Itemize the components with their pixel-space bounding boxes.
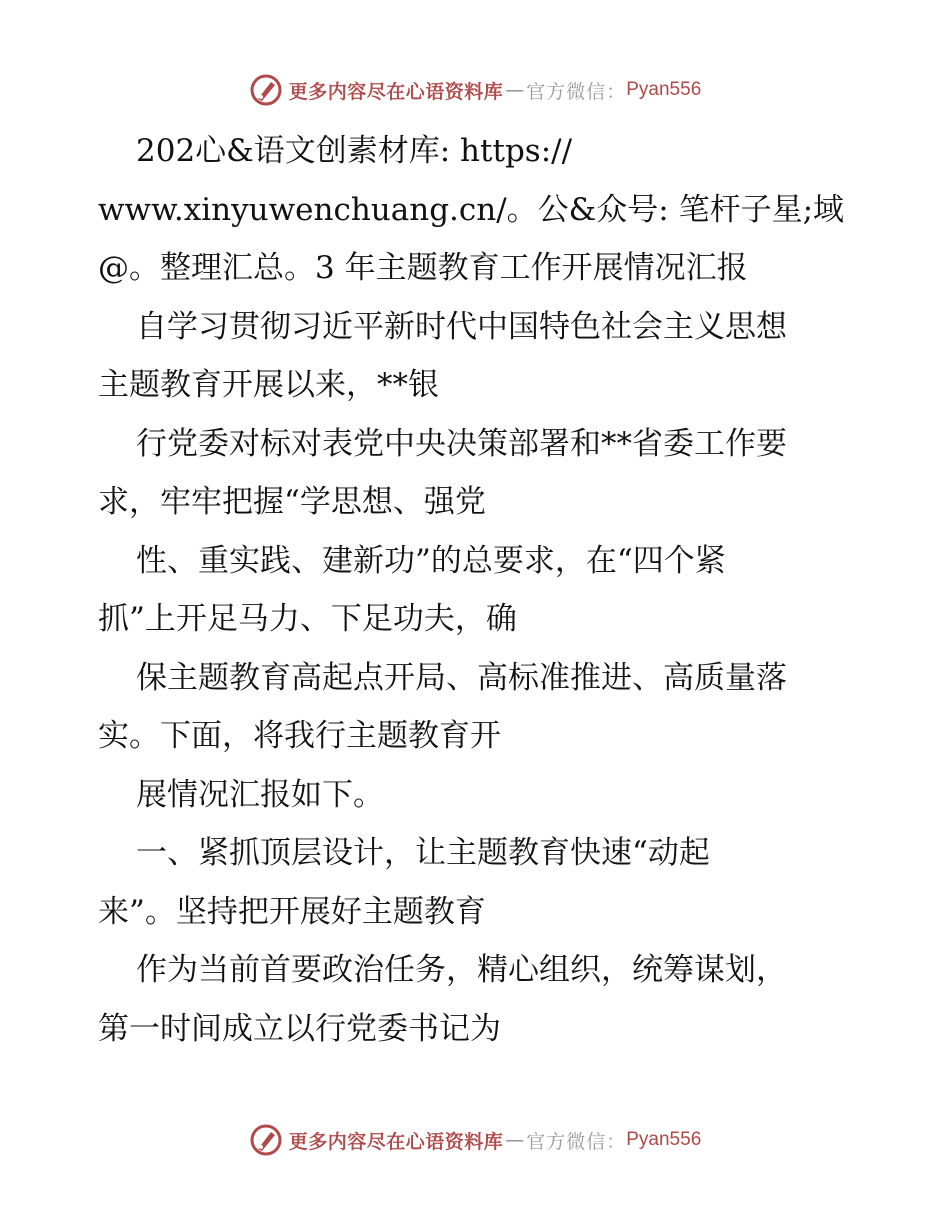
banner-wechat-id: Pyan556 xyxy=(626,79,702,100)
document-line: 展情况汇报如下。 xyxy=(136,776,384,813)
document-line: 自学习贯彻习近平新时代中国特色社会主义思想 xyxy=(136,308,787,345)
document-line: 第一时间成立以行党委书记为 xyxy=(98,1010,501,1047)
document-line: @。整理汇总。3 年主题教育工作开展情况汇报 xyxy=(98,250,748,286)
banner-site-text: 更多内容尽在心语资料库 xyxy=(288,80,504,103)
document-line: 来”。坚持把开展好主题教育 xyxy=(98,893,486,930)
banner-wechat-id: Pyan556 xyxy=(626,1129,702,1150)
document-line: 主题教育开展以来，**银 xyxy=(98,367,439,403)
header-banner xyxy=(0,70,950,110)
banner-wechat-label: 官方微信： xyxy=(526,1130,627,1153)
document-line: 保主题教育高起点开局、高标准推进、高质量落 xyxy=(136,659,787,696)
footer-banner xyxy=(0,1120,950,1160)
banner-site-text: 更多内容尽在心语资料库 xyxy=(288,1130,504,1153)
pen-logo-icon xyxy=(249,1123,283,1157)
pen-logo-icon xyxy=(249,73,283,107)
document-line: 性、重实践、建新功”的总要求，在“四个紧 xyxy=(136,542,726,579)
banner-wechat-label: 官方微信： xyxy=(526,80,627,103)
document-line: 作为当前首要政治任务，精心组织，统筹谋划， xyxy=(136,952,787,988)
document-line: www.xinyuwenchuang.cn/。公&众号: 笔杆子星;域 xyxy=(98,191,845,228)
document-line: 行党委对标对表党中央决策部署和**省委工作要 xyxy=(136,425,787,462)
document-line: 实。下面，将我行主题教育开 xyxy=(98,718,501,754)
document-body xyxy=(98,122,858,1058)
banner-dash: — xyxy=(505,1129,525,1151)
document-line: 求，牢牢把握“学思想、强党 xyxy=(98,484,486,520)
banner-dash: — xyxy=(505,79,525,101)
document-line: 一、紧抓顶层设计，让主题教育快速“动起 xyxy=(136,835,710,871)
document-line: 202心&语文创素材库: https:// xyxy=(136,133,573,169)
document-line: 抓”上开足马力、下足功夫，确 xyxy=(98,601,517,637)
